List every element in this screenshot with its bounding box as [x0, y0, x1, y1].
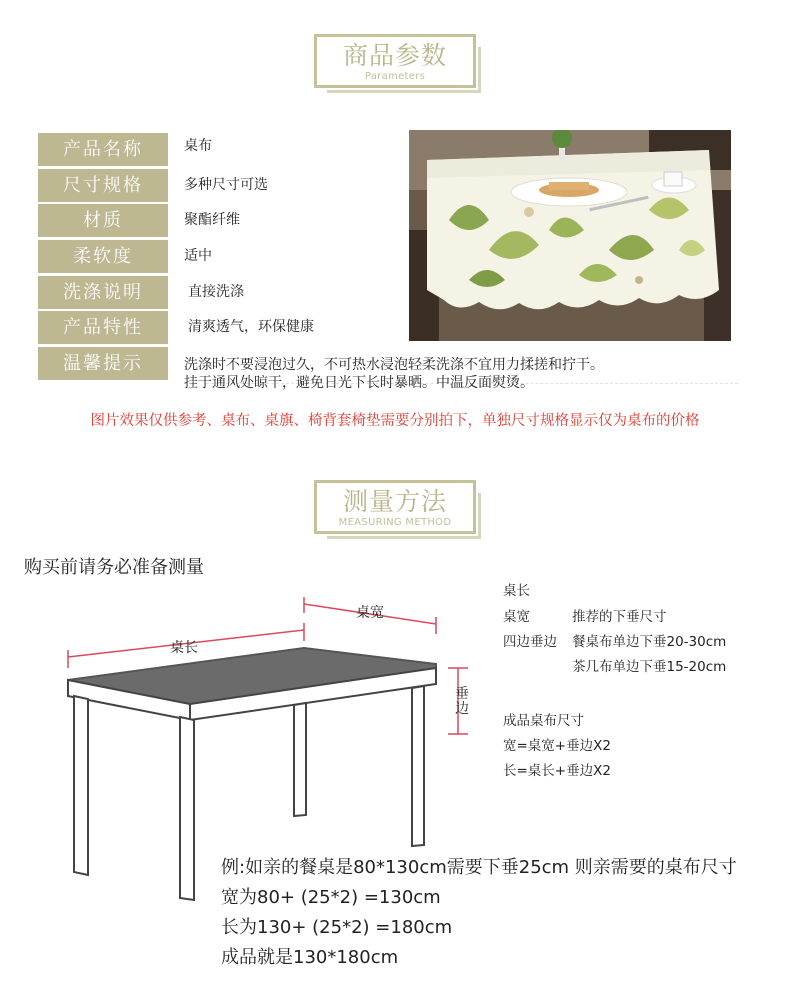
width-label: 桌宽 [356, 605, 384, 621]
measure-title: 测量方法 [342, 487, 447, 516]
param-value: 多种尺寸可选 [184, 177, 268, 193]
info-formula-width: 宽=桌宽+垂边X2 [503, 738, 611, 754]
param-value: 清爽透气，环保健康 [188, 319, 314, 335]
measure-subtitle: MEASURING METHOD [338, 517, 452, 528]
example-line-3: 长为130+ (25*2) =180cm [221, 917, 453, 938]
example-line-4: 成品就是130*180cm [221, 947, 399, 968]
param-value: 桌布 [184, 138, 212, 154]
param-label: 洗涤说明 [38, 276, 168, 309]
example-line-2: 宽为80+ (25*2) =130cm [221, 887, 441, 908]
info-dining: 餐桌布单边下垂20-30cm [572, 634, 727, 650]
tips-line: 洗涤时不要浸泡过久，不可热水浸泡轻柔洗涤不宜用力揉搓和拧干。 [184, 357, 604, 373]
param-label: 产品特性 [38, 311, 168, 344]
product-photo [409, 130, 731, 341]
param-label: 柔软度 [38, 240, 168, 273]
drop-label-1: 垂 [455, 686, 469, 702]
params-title-box [314, 34, 476, 88]
info-width: 桌宽 [503, 609, 530, 625]
tips-line: 挂于通风处晾干，避免日光下长时暴晒。中温反面熨烫。 [184, 375, 534, 391]
param-label: 温馨提示 [38, 347, 168, 380]
info-formula-length: 长=桌长+垂边X2 [503, 763, 611, 779]
param-value: 聚酯纤维 [184, 212, 240, 228]
param-label: 产品名称 [38, 133, 168, 166]
tips-text [184, 356, 604, 392]
info-drop: 四边垂边 [503, 634, 557, 650]
tablecloth-illustration [409, 130, 731, 341]
notice-text: 图片效果仅供参考、桌布、桌旗、椅背套椅垫需要分别拍下，单独尺寸规格显示仅为桌布的价格 [90, 413, 700, 429]
length-label: 桌长 [170, 640, 198, 656]
params-subtitle: Parameters [364, 71, 426, 82]
info-recommend-title: 推荐的下垂尺寸 [572, 609, 667, 625]
info-finished-title: 成品桌布尺寸 [503, 713, 584, 729]
buy-note: 购买前请务必准备测量 [24, 557, 204, 578]
measure-title-box [314, 480, 476, 534]
example-line-1: 例:如亲的餐桌是80*130cm需要下垂25cm 则亲需要的桌布尺寸 [221, 857, 737, 878]
param-label: 材质 [38, 204, 168, 237]
param-label: 尺寸规格 [38, 169, 168, 202]
param-value: 直接洗涤 [188, 284, 244, 300]
info-coffee: 茶几布单边下垂15-20cm [572, 659, 727, 675]
drop-label-2: 边 [455, 701, 469, 717]
params-title: 商品参数 [342, 41, 447, 70]
info-length: 桌长 [503, 583, 530, 599]
param-value: 适中 [184, 248, 212, 264]
